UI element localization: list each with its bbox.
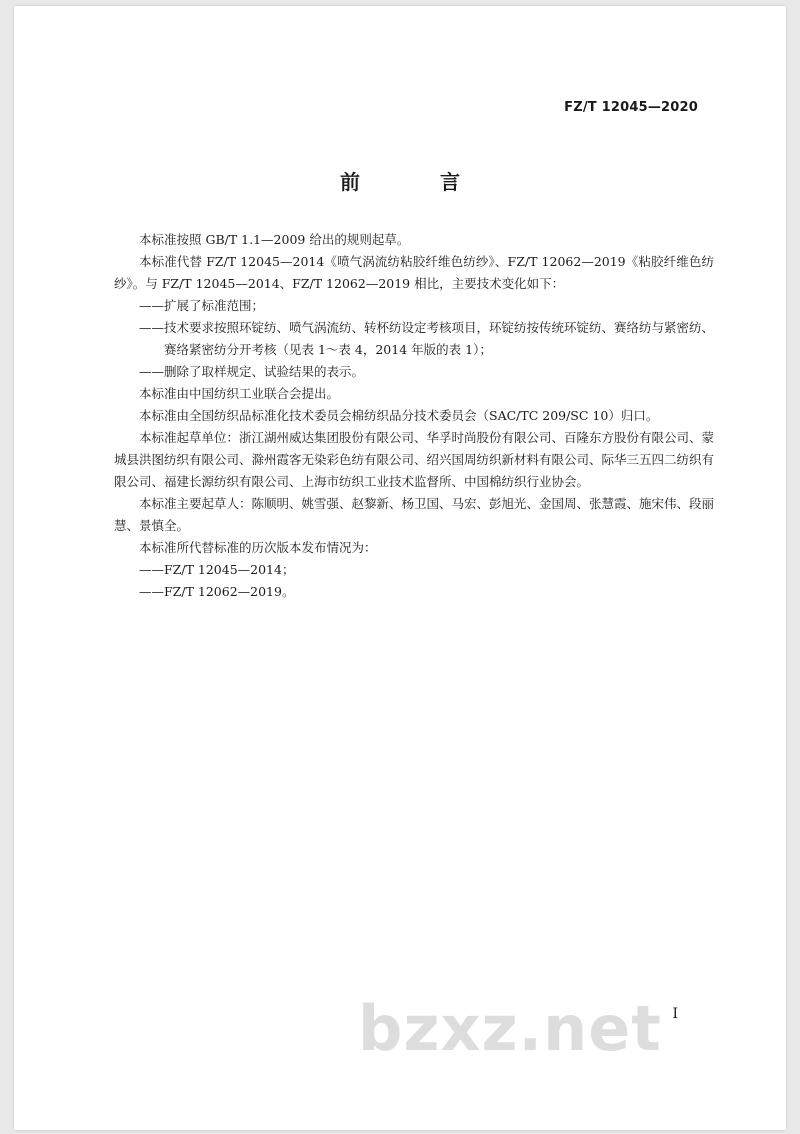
paragraph-previous-editions: 本标准所代替标准的历次版本发布情况为： bbox=[139, 540, 377, 555]
change-item-requirements: ——技术要求按照环锭纺、喷气涡流纺、转杯纺设定考核项目，环锭纺按传统环锭纺、赛络纺与紧密纺、赛络紧密纺分开考核（见表 1～表 4，2014 年版的表 1）； bbox=[139, 320, 715, 357]
change-item-deletion: ——删除了取样规定、试验结果的表示。 bbox=[139, 364, 365, 379]
paragraph-replacement: 本标准代替 FZ/T 12045—2014《喷气涡流纺粘胶纤维色纺纱》、FZ/T 12062—2019《粘胶纤维色纺纱》。与 FZ/T 12045—2014、FZ/T 12062—2019 相比，主要技术变化如下： bbox=[114, 254, 714, 291]
change-item-scope: ——扩展了标准范围； bbox=[139, 298, 265, 313]
watermark-text: bzxz.net bbox=[358, 992, 662, 1065]
paragraph-drafting-units: 本标准起草单位：浙江湖州威达集团股份有限公司、华孚时尚股份有限公司、百隆东方股份有限公司、蒙城县洪图纺织有限公司、滁州霞客无染彩色纺有限公司、绍兴国周纺织新材料有限公司、际华三五四二纺织有限公司、福建长源纺织有限公司、上海市纺织工业技术监督所、中国棉纺织行业协会。 bbox=[114, 430, 715, 489]
paragraph-centralized-by: 本标准由全国纺织品标准化技术委员会棉纺织品分技术委员会（SAC/TC 209/SC 10）归口。 bbox=[139, 408, 659, 423]
foreword-body bbox=[114, 229, 714, 603]
previous-edition-item: ——FZ/T 12062—2019。 bbox=[139, 584, 295, 599]
standard-code: FZ/T 12045—2020 bbox=[564, 100, 698, 115]
paragraph-proposed-by: 本标准由中国纺织工业联合会提出。 bbox=[139, 386, 340, 401]
page-number: I bbox=[672, 1006, 678, 1022]
page-title: 前 言 bbox=[340, 170, 490, 194]
paragraph-drafters: 本标准主要起草人：陈顺明、姚雪强、赵黎新、杨卫国、马宏、彭旭光、金国周、张慧霞、施宋伟、段丽慧、景慎全。 bbox=[114, 496, 715, 533]
paragraph-drafting-rules: 本标准按照 GB/T 1.1—2009 给出的规则起草。 bbox=[139, 232, 410, 247]
previous-edition-item: ——FZ/T 12045—2014； bbox=[139, 562, 295, 577]
document-page bbox=[14, 6, 786, 1130]
